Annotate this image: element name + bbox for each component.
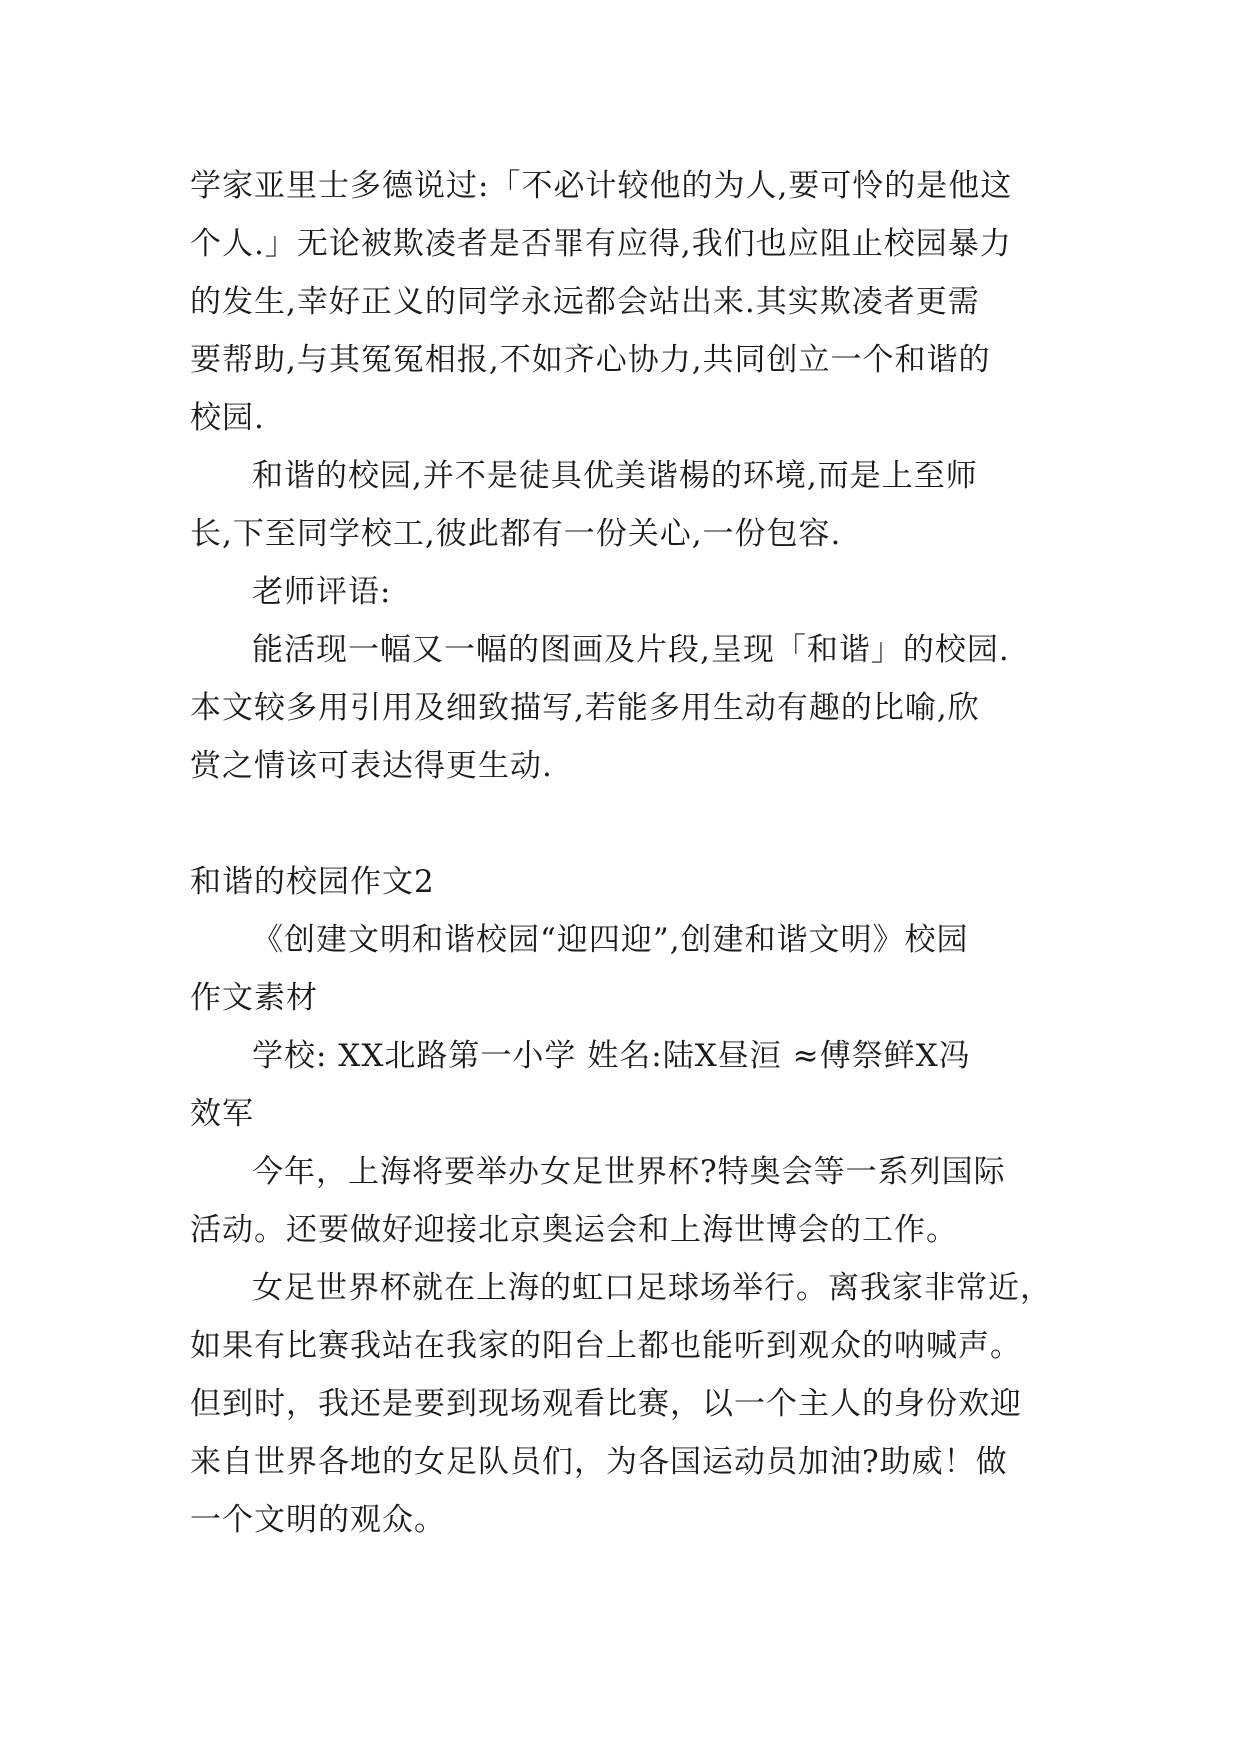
text-line: 学家亚里士多德说过:「不必计较他的为人,要可怜的是他这 <box>190 168 1013 204</box>
text-line: 活动。还要做好迎接北京奥运会和上海世博会的工作。 <box>190 1212 958 1248</box>
text-line: 来自世界各地的女足队员们，为各国运动员加油?助威！做 <box>190 1444 1008 1480</box>
section-heading: 和谐的校园作文2 <box>190 864 435 900</box>
text-line: 作文素材 <box>190 980 318 1016</box>
text-line: 能活现一幅又一幅的图画及片段,呈现「和谐」的校园. <box>252 632 1010 668</box>
text-line: 《创建文明和谐校园“迎四迎”,创建和谐文明》校园 <box>252 922 969 958</box>
text-line: 一个文明的观众。 <box>190 1502 446 1538</box>
text-line: 本文较多用引用及细致描写,若能多用生动有趣的比喻,欣 <box>190 690 980 726</box>
text-line: 但到时，我还是要到现场观看比赛，以一个主人的身份欢迎 <box>190 1386 1022 1422</box>
text-line: 个人.」无论被欺凌者是否罪有应得,我们也应阻止校园暴力 <box>190 226 1012 262</box>
text-line: 长,下至同学校工,彼此都有一份关心,一份包容. <box>190 516 842 552</box>
text-line: 赏之情该可表达得更生动. <box>190 748 553 784</box>
text-line: 和谐的校园,并不是徒具优美谐楊的环境,而是上至师 <box>252 458 978 494</box>
text-line: 效军 <box>190 1096 254 1132</box>
text-line: 学校: XX北路第一小学 姓名:陆X昼洹 ≈傅祭鲜X冯 <box>252 1038 971 1074</box>
text-line: 老师评语: <box>252 574 392 610</box>
text-line: 如果有比赛我站在我家的阳台上都也能听到观众的呐喊声。 <box>190 1328 1022 1364</box>
text-line: 要帮助,与其冤冤相报,不如齐心协力,共同创立一个和谐的 <box>190 342 991 378</box>
text-line: 的发生,幸好正义的同学永远都会站出来.其实欺凌者更需 <box>190 284 980 320</box>
text-line: 校园. <box>190 400 265 436</box>
text-line: 女足世界杯就在上海的虹口足球场举行。离我家非常近， <box>252 1270 1052 1306</box>
text-line: 今年，上海将要举办女足世界杯?特奥会等一系列国际 <box>252 1154 1006 1190</box>
